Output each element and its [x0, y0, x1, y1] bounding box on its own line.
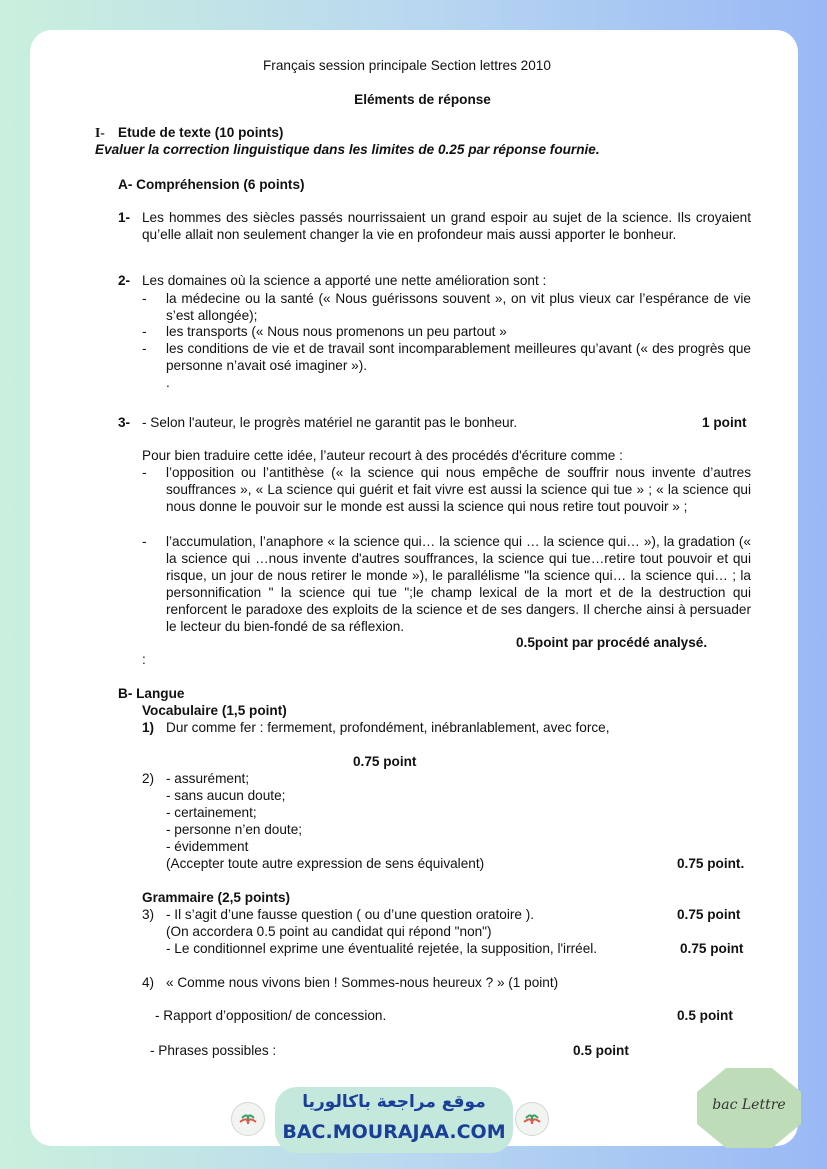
v2-item: - assurément; — [166, 771, 250, 786]
section-number: I- — [95, 125, 105, 140]
q3-points: 1 point — [702, 415, 747, 430]
q3-points-per: 0.5point par procédé analysé. — [516, 635, 708, 650]
stray-dot: . — [166, 375, 170, 390]
g3-answer-b: - Le conditionnel exprime une éventualité rejetée, la supposition, l'irréel. — [166, 941, 598, 956]
section-heading: Etude de texte (10 points) — [118, 125, 284, 140]
g4-rapport-points: 0.5 point — [677, 1008, 733, 1023]
q2-number: 2- — [118, 273, 131, 288]
bullet-dash: - — [142, 341, 147, 356]
evaluation-note: Evaluer la correction linguistique dans les limites de 0.25 par réponse fournie. — [95, 142, 600, 157]
part-a-heading: A- Compréhension (6 points) — [118, 177, 305, 192]
session-line: Français session principale Section lettres 2010 — [263, 58, 551, 73]
v2-item: - personne n’en doute; — [166, 822, 303, 837]
g3-note: (On accordera 0.5 point au candidat qui répond "non") — [166, 924, 492, 939]
site-name-arabic: موقع مراجعة باكالوريا — [302, 1092, 486, 1112]
q3-number: 3- — [118, 415, 131, 430]
q3-item-accumulation: l’accumulation, l’anaphore « la science qui… la science qui … la science qui… »), la gradation (« la science qui …nous invente d'autres souffrances, la science qui tue…retire tout pouvoir et qui risque, un jour de nous retirer le monde »), le parallélisme "la science qui… la science qui… ; la personnification " la science qui tue ";le champ lexical de la mort et de la destruction qui renforcent le paradoxe des exploits de la science et de ses dangers. Il cherche ainsi à persuader le lecteur du bien-fondé de sa réflexion. — [166, 534, 751, 634]
v1-answer: Dur comme fer : fermement, profondément, inébranlablement, avec force, — [166, 720, 610, 735]
v2-item: - sans aucun doute; — [166, 788, 286, 803]
v2-item: - certainement; — [166, 805, 257, 820]
q3-intro: Pour bien traduire cette idée, l’auteur recourt à des procédés d'écriture comme : — [142, 448, 623, 463]
stray-colon: : — [142, 652, 146, 667]
g3-b-points: 0.75 point — [680, 941, 744, 956]
g4-rapport: - Rapport d’opposition/ de concession. — [155, 1008, 387, 1023]
bullet-dash: - — [142, 324, 147, 339]
vocab-heading: Vocabulaire (1,5 point) — [142, 703, 287, 718]
v2-item: - évidemment — [166, 839, 249, 854]
q1-answer: Les hommes des siècles passés nourrissaient un grand espoir au sujet de la science. Ils croyaient qu’elle allait non seulement changer la vie en profondeur mais aussi apporter le bonheur. — [142, 210, 751, 242]
g4-question: « Comme nous vivons bien ! Sommes-nous heureux ? » (1 point) — [166, 975, 559, 990]
bullet-dash: - — [142, 465, 147, 480]
book-logo-icon — [515, 1102, 549, 1136]
q2-intro: Les domaines où la science a apporté une nette amélioration sont : — [142, 273, 547, 288]
q2-item: les transports (« Nous nous promenons un peu partout » — [166, 324, 507, 339]
logo-text: bac Lettre — [712, 1097, 786, 1113]
q3-line: - Selon l'auteur, le progrès matériel ne garantit pas le bonheur. — [142, 415, 518, 430]
v2-points: 0.75 point. — [677, 856, 745, 871]
part-b-heading: B- Langue — [118, 686, 185, 701]
v1-points: 0.75 point — [353, 754, 417, 769]
q3-item-opposition: l’opposition ou l’antithèse (« la science qui nous empêche de souffrir nous invente d’autres souffrances », « La science qui guérit et fait vivre est aussi la science qui tue » ; « la science qui nous donne le pouvoir sur le monde est aussi la science qui nous retire tout pouvoir » ; — [166, 465, 751, 514]
g3-number: 3) — [142, 907, 155, 922]
v1-number: 1) — [142, 720, 155, 735]
v2-number: 2) — [142, 771, 155, 786]
g4-phrases-points: 0.5 point — [573, 1043, 629, 1058]
bullet-dash: - — [142, 291, 147, 306]
q2-item: les conditions de vie et de travail sont incomparablement meilleures qu’avant (« des progrès que personne n’avait osé imaginer »). — [166, 341, 751, 373]
page-title: Eléments de réponse — [354, 92, 491, 107]
book-logo-icon — [231, 1102, 265, 1136]
g4-number: 4) — [142, 975, 155, 990]
bullet-dash: - — [142, 534, 147, 549]
q2-item: la médecine ou la santé (« Nous guérissons souvent », on vit plus vieux car l’espérance de vie s’est allongée); — [166, 291, 751, 323]
g4-phrases: - Phrases possibles : — [150, 1043, 277, 1058]
v2-note: (Accepter toute autre expression de sens équivalent) — [166, 856, 485, 871]
grammar-heading: Grammaire (2,5 points) — [142, 890, 291, 905]
g3-answer-a: - Il s’agit d’une fausse question ( ou d’une question oratoire ). — [166, 907, 535, 922]
q1-number: 1- — [118, 210, 131, 225]
g3-a-points: 0.75 point — [677, 907, 741, 922]
site-url-link[interactable]: BAC.MOURAJAA.COM — [282, 1121, 506, 1143]
